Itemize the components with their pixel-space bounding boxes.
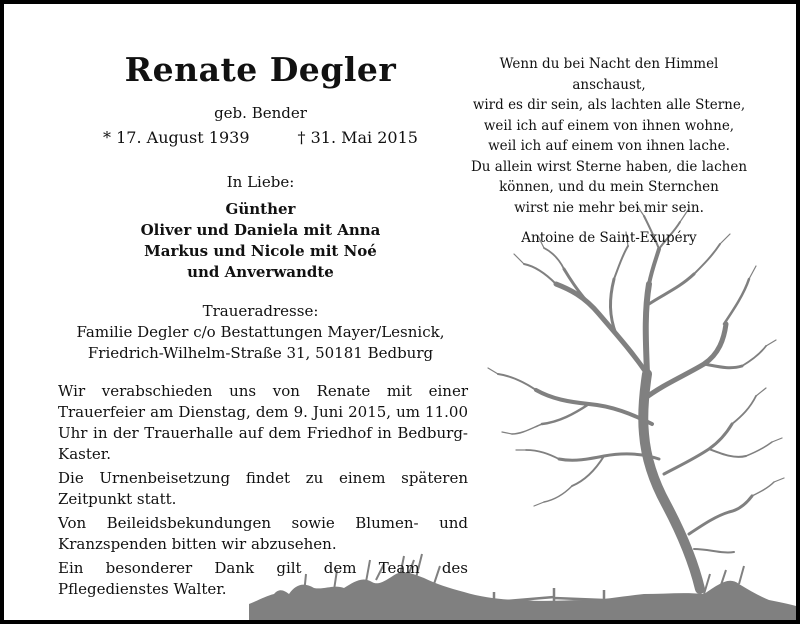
paragraph: Ein besonderer Dank gilt dem Team des Pflegedienstes Walter. xyxy=(58,559,468,598)
mourning-address xyxy=(58,301,463,364)
address-label: Traueradresse: xyxy=(202,302,319,320)
paragraph: Die Urnenbeisetzung findet zu einem späteren Zeitpunkt statt. xyxy=(58,469,468,508)
family-member: Oliver und Daniela mit Anna xyxy=(140,221,381,239)
poem-line: wirst nie mehr bei mir sein. xyxy=(514,199,704,216)
maiden-name: geb. Bender xyxy=(214,104,307,122)
death-date: † 31. Mai 2015 xyxy=(297,128,418,147)
birth-date: * 17. August 1939 xyxy=(103,128,250,147)
poem-author: Antoine de Saint-Exupéry xyxy=(521,230,697,246)
address-line: Familie Degler c/o Bestattungen Mayer/Lesnick, xyxy=(76,323,445,341)
family-member: und Anverwandte xyxy=(187,263,334,281)
address-line: Friedrich-Wilhelm-Straße 31, 50181 Bedburg xyxy=(87,344,434,362)
obituary-header xyxy=(58,40,463,364)
poem xyxy=(464,54,754,249)
poem-line: wird es dir sein, als lachten alle Sterne, xyxy=(472,97,746,113)
poem-line: können, und du mein Sternchen xyxy=(499,179,719,195)
poem-line: weil ich auf einem von ihnen wohne, xyxy=(483,117,735,134)
family-member: Markus und Nicole mit Noé xyxy=(144,242,377,260)
poem-line: Du allein wirst Sterne haben, die lachen xyxy=(470,158,748,175)
family-list xyxy=(58,199,463,283)
paragraph: Von Beileidsbekundungen sowie Blumen- und Kranzspenden bitten wir abzusehen. xyxy=(58,514,468,553)
ceremony-text xyxy=(58,381,468,603)
poem-line: weil ich auf einem von ihnen lache. xyxy=(488,138,730,154)
paragraph: Wir verabschieden uns von Renate mit einer Trauerfeier am Dienstag, dem 9. Juni 2015, um 11.00 Uhr in der Trauerhalle auf dem Friedhof in Bedburg-Kaster. xyxy=(58,382,468,463)
deceased-name: Renate Degler xyxy=(124,50,397,89)
obituary-card xyxy=(4,4,796,620)
life-dates xyxy=(58,128,463,147)
in-love-label: In Liebe: xyxy=(226,173,295,191)
family-member: Günther xyxy=(225,200,296,218)
poem-line: Wenn du bei Nacht den Himmel anschaust, xyxy=(499,56,719,93)
